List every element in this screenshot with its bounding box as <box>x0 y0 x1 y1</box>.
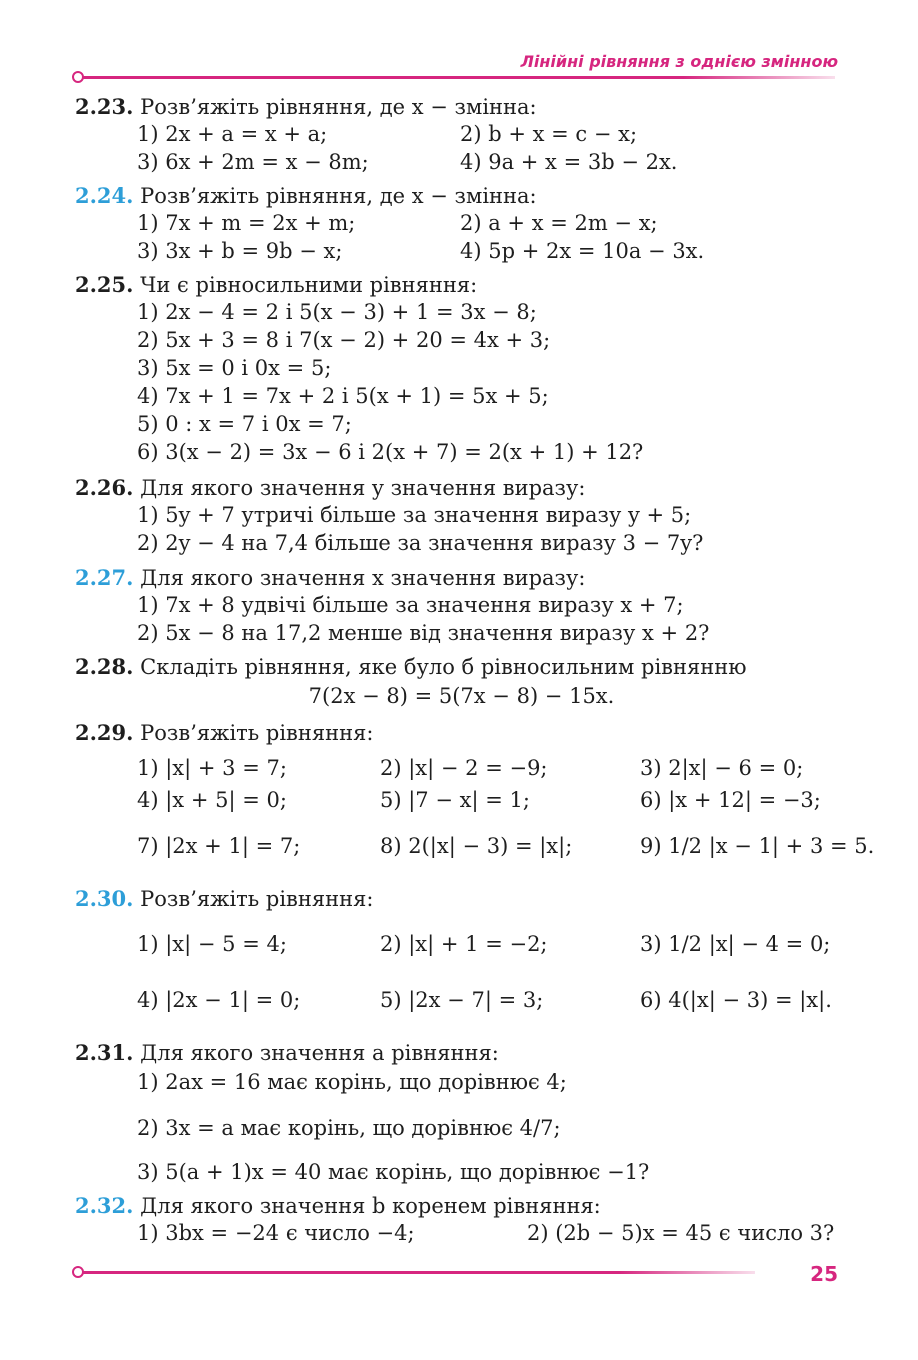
exercise-item: 1) 2x − 4 = 2 і 5(x − 3) + 1 = 3x − 8; <box>137 300 537 324</box>
exercise-prompt: Для якого значення x значення виразу: <box>140 566 586 590</box>
exercise-number: 2.23. <box>75 94 134 119</box>
exercise-item: 1) |x| + 3 = 7; <box>137 756 287 780</box>
exercise-number: 2.26. <box>75 475 134 500</box>
exercise-item: 6) 3(x − 2) = 3x − 6 і 2(x + 7) = 2(x + 1) + 12? <box>137 440 644 464</box>
exercise-item: 2) |x| − 2 = −9; <box>380 756 548 780</box>
header-rule <box>75 76 835 79</box>
exercise-item: 2) 5x − 8 на 17,2 менше від значення виразу x + 2? <box>137 621 710 645</box>
exercise-item: 5) |7 − x| = 1; <box>380 788 530 812</box>
exercise-number: 2.24. <box>75 183 134 208</box>
exercise-item: 9) 1/2 |x − 1| + 3 = 5. <box>640 834 875 858</box>
exercise-item: 4) |2x − 1| = 0; <box>137 988 301 1012</box>
exercise-number: 2.32. <box>75 1193 134 1218</box>
exercise-prompt: Розв’яжіть рівняння: <box>140 721 374 745</box>
exercise-item: 1) 7x + 8 удвічі більше за значення виразу x + 7; <box>137 593 684 617</box>
exercise-item: 2) (2b − 5)x = 45 є число 3? <box>527 1221 835 1245</box>
exercise-item: 8) 2(|x| − 3) = |x|; <box>380 834 573 858</box>
exercise-item: 2) 3x = a має корінь, що дорівнює 4/7; <box>137 1116 561 1140</box>
exercise-item: 7) |2x + 1| = 7; <box>137 834 301 858</box>
exercise-item: 1) |x| − 5 = 4; <box>137 932 287 956</box>
exercise-item: 1) 7x + m = 2x + m; <box>137 211 356 235</box>
exercise-item: 2) b + x = c − x; <box>460 122 638 146</box>
exercise-item: 3) 5(a + 1)x = 40 має корінь, що дорівнює −1? <box>137 1160 650 1184</box>
exercise-number: 2.28. <box>75 654 134 679</box>
centered-equation: 7(2x − 8) = 5(7x − 8) − 15x. <box>308 684 615 708</box>
exercise-item: 6) 4(|x| − 3) = |x|. <box>640 988 832 1012</box>
exercise-item: 2) a + x = 2m − x; <box>460 211 658 235</box>
rule-dot-icon <box>72 1266 84 1278</box>
footer-rule <box>75 1271 755 1274</box>
exercise-number: 2.27. <box>75 565 134 590</box>
exercise-prompt: Розв’яжіть рівняння, де x − змінна: <box>140 184 537 208</box>
exercise-item: 4) 9a + x = 3b − 2x. <box>460 150 678 174</box>
exercise-number: 2.30. <box>75 886 134 911</box>
exercise-item: 1) 2x + a = x + a; <box>137 122 328 146</box>
exercise-item: 1) 3bx = −24 є число −4; <box>137 1221 415 1245</box>
exercise-item: 1) 5y + 7 утричі більше за значення виразу y + 5; <box>137 503 692 527</box>
exercise-item: 5) 0 : x = 7 і 0x = 7; <box>137 412 352 436</box>
exercise-number: 2.31. <box>75 1040 134 1065</box>
exercise-prompt: Чи є рівносильними рівняння: <box>140 273 478 297</box>
exercise-item: 3) 5x = 0 і 0x = 5; <box>137 356 332 380</box>
exercise-item: 5) |2x − 7| = 3; <box>380 988 544 1012</box>
exercise-prompt: Розв’яжіть рівняння: <box>140 887 374 911</box>
exercise-prompt: Для якого значення y значення виразу: <box>140 476 586 500</box>
exercise-item: 2) |x| + 1 = −2; <box>380 932 548 956</box>
page-number: 25 <box>810 1262 838 1286</box>
exercise-prompt: Для якого значення a рівняння: <box>140 1041 499 1065</box>
exercise-item: 1) 2ax = 16 має корінь, що дорівнює 4; <box>137 1070 567 1094</box>
exercise-item: 6) |x + 12| = −3; <box>640 788 821 812</box>
exercise-item: 3) 6x + 2m = x − 8m; <box>137 150 369 174</box>
exercise-prompt: Для якого значення b коренем рівняння: <box>140 1194 601 1218</box>
exercise-item: 2) 2y − 4 на 7,4 більше за значення виразу 3 − 7y? <box>137 531 704 555</box>
exercise-item: 3) 1/2 |x| − 4 = 0; <box>640 932 831 956</box>
rule-dot-icon <box>72 71 84 83</box>
exercise-item: 4) 5p + 2x = 10a − 3x. <box>460 239 705 263</box>
exercise-prompt: Складіть рівняння, яке було б рівносильним рівнянню <box>140 655 747 679</box>
exercise-item: 3) 3x + b = 9b − x; <box>137 239 343 263</box>
exercise-item: 4) 7x + 1 = 7x + 2 і 5(x + 1) = 5x + 5; <box>137 384 549 408</box>
running-header: Лінійні рівняння з однією змінною <box>520 52 838 71</box>
exercise-prompt: Розв’яжіть рівняння, де x − змінна: <box>140 95 537 119</box>
exercise-number: 2.29. <box>75 720 134 745</box>
exercise-number: 2.25. <box>75 272 134 297</box>
exercise-item: 4) |x + 5| = 0; <box>137 788 287 812</box>
exercise-item: 2) 5x + 3 = 8 і 7(x − 2) + 20 = 4x + 3; <box>137 328 551 352</box>
exercise-item: 3) 2|x| − 6 = 0; <box>640 756 804 780</box>
